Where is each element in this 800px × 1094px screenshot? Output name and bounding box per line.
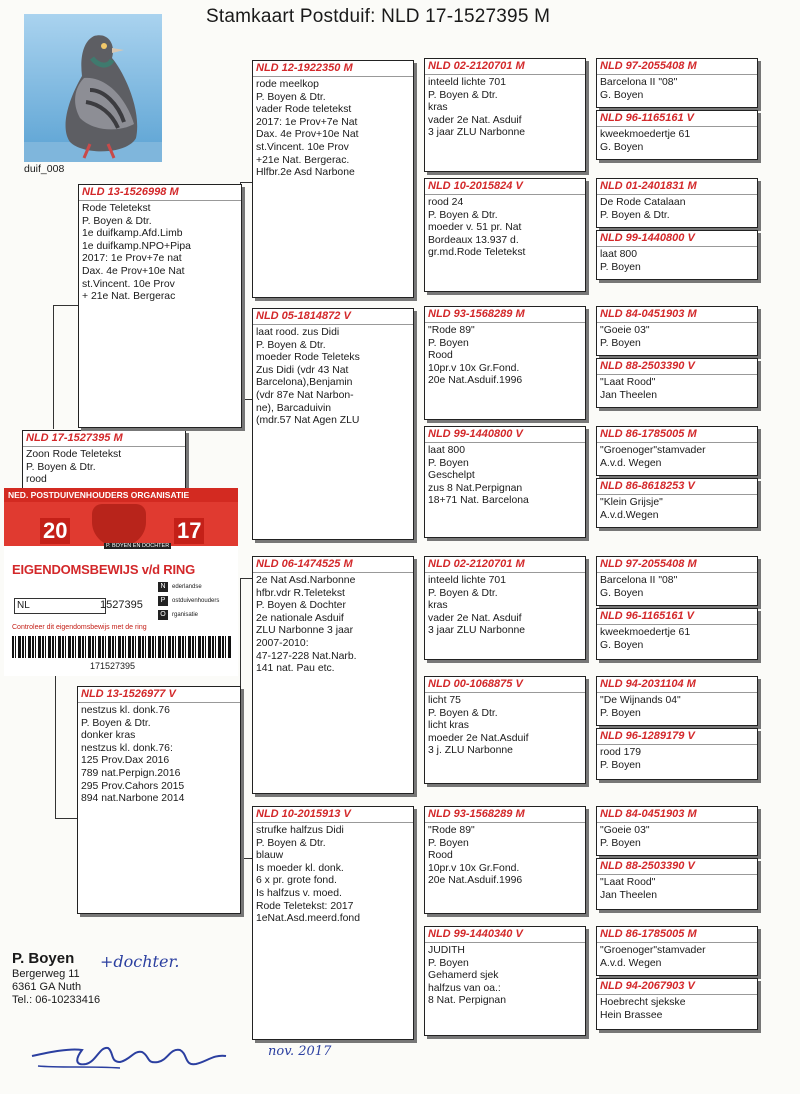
detail-line: 125 Prov.Dax 2016 [81, 755, 170, 767]
connector-line [240, 182, 252, 183]
card-org-header: NED. POSTDUIVENHOUDERS ORGANISATIE [4, 488, 238, 502]
detail-line: Barcelona),Benjamin [256, 377, 353, 389]
ddd-card [424, 926, 586, 1036]
barcode [12, 636, 232, 658]
ring-number: NLD 97-2055408 M [597, 59, 757, 75]
detail-line: "Rode 89" [428, 825, 475, 836]
card-owner-label: P. BOYEN EN DOCHTER [106, 543, 170, 549]
ancestor-card [596, 306, 758, 356]
detail-line: G. Boyen [600, 89, 644, 101]
detail-line: Jan Theelen [600, 389, 658, 401]
detail-line: G. Boyen [600, 587, 644, 599]
ring-number: NLD 96-1165161 V [597, 609, 757, 625]
detail-line: 20e Nat.Asduif.1996 [428, 875, 523, 887]
detail-line: Jan Theelen [600, 889, 658, 901]
detail-line: 894 nat.Narbone 2014 [81, 793, 185, 805]
detail-line: kras [428, 600, 448, 612]
sss-card [424, 58, 586, 172]
signature-date: nov. 2017 [268, 1044, 332, 1059]
detail-line: laat rood. zus Didi [256, 327, 340, 338]
card-ring-number: 1527395 [100, 599, 143, 611]
detail-line: 141 nat. Pau etc. [256, 663, 335, 675]
ring-number: NLD 01-2401831 M [597, 179, 757, 195]
ancestor-card [596, 478, 758, 528]
detail-line: P. Boyen [600, 337, 641, 349]
detail-line: 3 jaar ZLU Narbonne [428, 127, 526, 139]
detail-line: "De Wijnands 04" [600, 695, 681, 706]
detail-line: "Rode 89" [428, 325, 475, 336]
detail-line: 3 j. ZLU Narbonne [428, 745, 513, 757]
detail-line: Rode Teletekst: 2017 [256, 900, 354, 912]
detail-line: Bordeaux 13.937 d. [428, 234, 519, 246]
detail-line: Rode Teletekst [82, 203, 151, 214]
detail-line: Geschelpt [428, 470, 475, 482]
detail-line: kweekmoedertje 61 [600, 129, 691, 140]
owner-city: 6361 GA Nuth [12, 981, 82, 993]
detail-line: licht kras [428, 720, 469, 732]
detail-line: P. Boyen [428, 837, 469, 849]
ring-number: NLD 10-2015913 V [253, 807, 413, 823]
detail-line: kweekmoedertje 61 [600, 627, 691, 638]
ring-number: NLD 02-2120701 M [425, 557, 585, 573]
org-text-o: rganisatie [172, 612, 199, 618]
detail-line: P. Boyen & Dtr. [26, 461, 96, 473]
owner-info [12, 950, 100, 1007]
owner-name: P. Boyen [12, 950, 75, 967]
detail-line: "Goeie 03" [600, 325, 650, 336]
detail-line: P. Boyen [600, 837, 641, 849]
card-country: NL [14, 598, 106, 614]
detail-line: P. Boyen & Dtr. [256, 91, 326, 103]
detail-line: "Laat Rood" [600, 877, 656, 888]
detail-line: "Klein Grijsje" [600, 497, 663, 508]
ssd-card [424, 178, 586, 292]
sire-sire-card [252, 60, 414, 298]
detail-line: +21e Nat. Bergerac. [256, 154, 350, 166]
dss-card [424, 556, 586, 660]
dam-dam-card [252, 806, 414, 1040]
signature [30, 1036, 230, 1081]
connector-line [55, 668, 56, 818]
ancestor-card [596, 926, 758, 976]
detail-line: Rood [428, 850, 453, 862]
ring-number: NLD 06-1474525 M [253, 557, 413, 573]
sdd-card [424, 426, 586, 538]
owner-address: Bergerweg 11 [12, 968, 80, 980]
ring-number: NLD 84-0451903 M [597, 307, 757, 323]
detail-line: inteeld lichte 701 [428, 575, 506, 586]
detail-line: rood 179 [600, 747, 642, 758]
connector-line [55, 818, 77, 819]
detail-line: donker kras [81, 730, 136, 742]
detail-line: kras [428, 102, 448, 114]
detail-line: P. Boyen [600, 759, 641, 771]
detail-line: (mdr.57 Nat Agen ZLU [256, 415, 360, 427]
detail-line: + 21e Nat. Bergerac [82, 291, 176, 303]
detail-line: Is halfzus v. moed. [256, 887, 342, 899]
ring-number: NLD 86-1785005 M [597, 427, 757, 443]
ring-number: NLD 96-1289179 V [597, 729, 757, 745]
photo-caption: duif_008 [24, 163, 65, 175]
ancestor-card [596, 676, 758, 726]
connector-line [53, 305, 78, 306]
detail-line: Barcelona II "08" [600, 575, 678, 586]
detail-line: Dax. 4e Prov+10e Nat [256, 129, 359, 141]
detail-line: Zus Didi (vdr 43 Nat [256, 364, 349, 376]
org-letter-p: P [158, 596, 168, 606]
card-control-note: Controleer dit eigendomsbewijs met de ring [12, 624, 147, 631]
detail-line: P. Boyen & Dtr. [428, 587, 498, 599]
detail-line: 18+71 Nat. Barcelona [428, 495, 529, 507]
ring-number: NLD 86-8618253 V [597, 479, 757, 495]
detail-line: 789 nat.Perpign.2016 [81, 767, 181, 779]
detail-line: Is moeder kl. donk. [256, 862, 344, 874]
sire-card [78, 184, 242, 428]
page-title: Stamkaart Postduif: NLD 17-1527395 M [206, 6, 551, 27]
ring-number: NLD 84-0451903 M [597, 807, 757, 823]
detail-line: rood 24 [428, 197, 464, 208]
org-letter-o: O [158, 610, 168, 620]
org-text-p: ostduivenhouders [172, 598, 220, 604]
detail-line: A.v.d. Wegen [600, 957, 662, 969]
detail-line: Barcelona II "08" [600, 77, 678, 88]
detail-line: gr.md.Rode Teletekst [428, 247, 526, 259]
detail-line: Hein Brassee [600, 1009, 663, 1021]
detail-line: licht 75 [428, 695, 461, 706]
detail-line: 1eNat.Asd.meerd.fond [256, 913, 360, 925]
signature-drawing [30, 1036, 230, 1076]
detail-line: Gehamerd sjek [428, 970, 499, 982]
handwritten-suffix: +dochter. [100, 952, 180, 971]
ring-number: NLD 13-1526998 M [79, 185, 241, 201]
detail-line: P. Boyen [600, 707, 641, 719]
ring-number: NLD 99-1440800 V [597, 231, 757, 247]
detail-line: P. Boyen [428, 457, 469, 469]
detail-line: 2007-2010: [256, 637, 309, 649]
detail-line: P. Boyen & Dochter [256, 600, 346, 612]
detail-line: 8 Nat. Perpignan [428, 995, 506, 1007]
detail-line: P. Boyen & Dtr. [81, 717, 151, 729]
detail-line: vader Rode teletekst [256, 104, 352, 116]
lion-emblem-icon [92, 504, 146, 546]
detail-line: Hlfbr.2e Asd Narbone [256, 167, 355, 179]
ring-number: NLD 99-1440800 V [425, 427, 585, 443]
detail-line: laat 800 [600, 249, 637, 260]
detail-line: nestzus kl. donk.76: [81, 742, 173, 754]
detail-line: A.v.d.Wegen [600, 509, 659, 521]
detail-line: blauw [256, 850, 284, 862]
ring-number: NLD 00-1068875 V [425, 677, 585, 693]
ring-number: NLD 86-1785005 M [597, 927, 757, 943]
ring-number: NLD 94-2067903 V [597, 979, 757, 995]
detail-line: 1e duifkamp.Afd.Limb [82, 228, 183, 240]
detail-line: P. Boyen & Dtr. [428, 707, 498, 719]
detail-line: st.Vincent. 10e Prov [82, 278, 175, 290]
detail-line: moeder v. 51 pr. Nat [428, 222, 522, 234]
detail-line: 2017: 1e Prov+7e nat [82, 253, 182, 265]
detail-line: "Groenoger"stamvader [600, 445, 706, 456]
connector-line [240, 578, 252, 579]
detail-line: (vdr 87e Nat Narbon- [256, 389, 354, 401]
dsd-card [424, 676, 586, 784]
detail-line: P. Boyen & Dtr. [82, 215, 152, 227]
detail-line: nestzus kl. donk.76 [81, 705, 170, 716]
detail-line: De Rode Catalaan [600, 197, 686, 208]
detail-line: P. Boyen [600, 261, 641, 273]
detail-line: 295 Prov.Cahors 2015 [81, 780, 185, 792]
card-year-left: 20 [40, 518, 70, 544]
ancestor-card [596, 358, 758, 408]
ancestor-card [596, 556, 758, 606]
detail-line: 10pr.v 10x Gr.Fond. [428, 862, 520, 874]
ancestor-card [596, 858, 758, 910]
detail-line: zus 8 Nat.Perpignan [428, 482, 523, 494]
detail-line: 6 x pr. grote fond. [256, 875, 337, 887]
detail-line: vader 2e Nat. Asduif [428, 114, 522, 126]
ring-number: NLD 02-2120701 M [425, 59, 585, 75]
sire-dam-card [252, 308, 414, 540]
detail-line: 2e nationale Asduif [256, 612, 344, 624]
detail-line: P. Boyen [428, 957, 469, 969]
ring-number: NLD 88-2503390 V [597, 859, 757, 875]
detail-line: P. Boyen & Dtr. [428, 89, 498, 101]
detail-line: moeder 2e Nat.Asduif [428, 732, 529, 744]
detail-line: 1e duifkamp.NPO+Pipa [82, 240, 191, 252]
ancestor-card [596, 978, 758, 1030]
card-title: EIGENDOMSBEWIJS v/d RING [12, 562, 196, 577]
ring-number: NLD 12-1922350 M [253, 61, 413, 77]
detail-line: Zoon Rode Teletekst [26, 449, 122, 460]
pigeon-photo [24, 14, 162, 162]
detail-line: JUDITH [428, 945, 465, 956]
card-year-right: 17 [174, 518, 204, 544]
ring-number: NLD 99-1440340 V [425, 927, 585, 943]
detail-line: "Groenoger"stamvader [600, 945, 706, 956]
detail-line: "Goeie 03" [600, 825, 650, 836]
connector-line [53, 305, 54, 429]
ancestor-card [596, 110, 758, 160]
detail-line: A.v.d. Wegen [600, 457, 662, 469]
detail-line: rode meelkop [256, 79, 319, 90]
detail-line: P. Boyen & Dtr. [256, 837, 326, 849]
subject-pigeon-card [22, 430, 186, 492]
owner-phone: Tel.: 06-10233416 [12, 994, 101, 1006]
dam-card [77, 686, 241, 914]
detail-line: G. Boyen [600, 639, 644, 651]
org-text-n: ederlandse [172, 584, 202, 590]
detail-line: "Laat Rood" [600, 377, 656, 388]
ancestor-card [596, 806, 758, 856]
ring-number: NLD 93-1568289 M [425, 307, 585, 323]
detail-line: laat 800 [428, 445, 465, 456]
detail-line: 20e Nat.Asduif.1996 [428, 375, 523, 387]
detail-line: strufke halfzus Didi [256, 825, 344, 836]
sds-card [424, 306, 586, 420]
ancestor-card [596, 728, 758, 780]
ancestor-card [596, 230, 758, 280]
detail-line: ne), Barcaduivin [256, 402, 332, 414]
ring-number: NLD 17-1527395 M [23, 431, 185, 447]
ring-number: NLD 05-1814872 V [253, 309, 413, 325]
detail-line: hfbr.vdr R.Teletekst [256, 587, 345, 599]
detail-line: ZLU Narbonne 3 jaar [256, 625, 354, 637]
detail-line: Dax. 4e Prov+10e Nat [82, 265, 185, 277]
pigeon-illustration [24, 14, 162, 162]
detail-line: P. Boyen & Dtr. [428, 209, 498, 221]
ring-number: NLD 93-1568289 M [425, 807, 585, 823]
ring-ownership-card [4, 488, 238, 676]
detail-line: moeder Rode Teleteks [256, 352, 360, 364]
detail-line: 2e Nat Asd.Narbonne [256, 575, 356, 586]
org-letter-n: N [158, 582, 168, 592]
dds-card [424, 806, 586, 914]
ring-number: NLD 88-2503390 V [597, 359, 757, 375]
detail-line: G. Boyen [600, 141, 644, 153]
ring-number: NLD 94-2031104 M [597, 677, 757, 693]
connector-line [240, 858, 252, 859]
detail-line: st.Vincent. 10e Prov [256, 141, 349, 153]
detail-line: halfzus van oa.: [428, 982, 501, 994]
ring-number: NLD 10-2015824 V [425, 179, 585, 195]
detail-line: Hoebrecht sjekske [600, 997, 686, 1008]
detail-line: P. Boyen & Dtr. [600, 209, 670, 221]
detail-line: P. Boyen & Dtr. [256, 339, 326, 351]
detail-line: Rood [428, 350, 453, 362]
detail-line: 2017: 1e Prov+7e Nat [256, 116, 358, 128]
detail-line: vader 2e Nat. Asduif [428, 612, 522, 624]
detail-line: rood [26, 474, 47, 486]
ring-number: NLD 97-2055408 M [597, 557, 757, 573]
ring-number: NLD 13-1526977 V [78, 687, 240, 703]
ancestor-card [596, 178, 758, 228]
dam-sire-card [252, 556, 414, 794]
detail-line: 10pr.v 10x Gr.Fond. [428, 362, 520, 374]
ancestor-card [596, 58, 758, 108]
detail-line: inteeld lichte 701 [428, 77, 506, 88]
ancestor-card [596, 426, 758, 476]
ancestor-card [596, 608, 758, 660]
detail-line: 47-127-228 Nat.Narb. [256, 650, 357, 662]
detail-line: P. Boyen [428, 337, 469, 349]
barcode-number: 171527395 [90, 661, 136, 671]
ring-number: NLD 96-1165161 V [597, 111, 757, 127]
detail-line: 3 jaar ZLU Narbonne [428, 625, 526, 637]
